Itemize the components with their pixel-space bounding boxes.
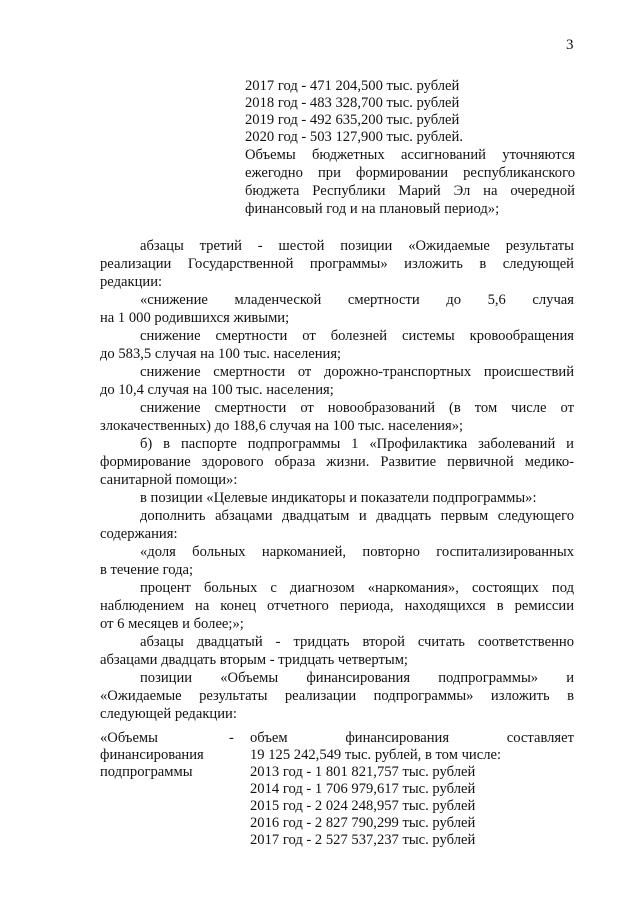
body-line: «доля больных наркоманией, повторно госпитализированных [140, 544, 574, 560]
note-line: бюджета Республики Марий Эл на очередной [245, 183, 575, 199]
body-line: до 583,5 случая на 100 тыс. населения; [100, 346, 342, 362]
table-value-line: 2015 год - 2 024 248,957 тыс. рублей [250, 798, 476, 814]
top-year-line: 2019 год - 492 635,200 тыс. рублей [245, 112, 460, 128]
body-line: процент больных с диагнозом «наркомания», состоящих под [140, 580, 574, 596]
body-line: абзацы двадцатый - тридцать второй считать соответственно [140, 634, 574, 650]
body-line: на 1 000 родившихся живыми; [100, 310, 290, 326]
top-year-line: 2017 год - 471 204,500 тыс. рублей [245, 78, 460, 94]
body-line: от 6 месяцев и более;»; [100, 616, 244, 632]
body-line: абзацы третий - шестой позиции «Ожидаемые результаты [140, 238, 574, 254]
table-label: «Объемы [100, 730, 158, 746]
table-value-line: 2016 год - 2 827 790,299 тыс. рублей [250, 815, 476, 831]
body-line: «Ожидаемые результаты реализации подпрограммы» изложить в [100, 688, 574, 704]
table-dash: - [229, 730, 234, 746]
note-line: финансовый год и на плановый период»; [245, 201, 500, 217]
body-line: содержания: [100, 526, 178, 542]
page-number: 3 [566, 37, 574, 53]
table-value-line: объем финансирования составляет [250, 730, 574, 746]
body-line: редакции: [100, 274, 163, 290]
body-line: дополнить абзацами двадцатым и двадцать первым следующего [140, 508, 574, 524]
table-label: подпрограммы [100, 764, 193, 780]
body-line: следующей редакции: [100, 706, 237, 722]
note-line: ежегодно при формировании республиканского [245, 165, 575, 181]
top-year-line: 2020 год - 503 127,900 тыс. рублей. [245, 129, 463, 145]
body-line: «снижение младенческой смертности до 5,6 случая [140, 292, 574, 308]
body-line: наблюдением на конец отчетного периода, находящихся в ремиссии [100, 598, 574, 614]
body-line: санитарной помощи»: [100, 472, 238, 488]
body-line: позиции «Объемы финансирования подпрограммы» и [140, 670, 574, 686]
table-value-line: 19 125 242,549 тыс. рублей, в том числе: [250, 747, 502, 763]
table-label: финансирования [100, 747, 204, 763]
body-line: формирование здорового образа жизни. Развитие первичной медико- [100, 454, 574, 470]
note-line: Объемы бюджетных ассигнований уточняются [245, 147, 575, 163]
body-line: в течение года; [100, 562, 194, 578]
table-value-line: 2013 год - 1 801 821,757 тыс. рублей [250, 764, 476, 780]
body-line: абзацами двадцать вторым - тридцать четвертым; [100, 652, 408, 668]
table-value-line: 2014 год - 1 706 979,617 тыс. рублей [250, 781, 476, 797]
body-line: до 10,4 случая на 100 тыс. населения; [100, 382, 334, 398]
body-line: злокачественных) до 188,6 случая на 100 тыс. населения»; [100, 418, 464, 434]
body-line: снижение смертности от болезней системы кровообращения [140, 328, 574, 344]
body-line: реализации Государственной программы» изложить в следующей [100, 256, 574, 272]
body-line: б) в паспорте подпрограммы 1 «Профилактика заболеваний и [140, 436, 574, 452]
top-year-line: 2018 год - 483 328,700 тыс. рублей [245, 95, 460, 111]
body-line: снижение смертности от дорожно-транспортных происшествий [140, 364, 574, 380]
body-line: снижение смертности от новообразований (в том числе от [140, 400, 574, 416]
table-value-line: 2017 год - 2 527 537,237 тыс. рублей [250, 832, 476, 848]
body-line: в позиции «Целевые индикаторы и показатели подпрограммы»: [140, 490, 537, 506]
